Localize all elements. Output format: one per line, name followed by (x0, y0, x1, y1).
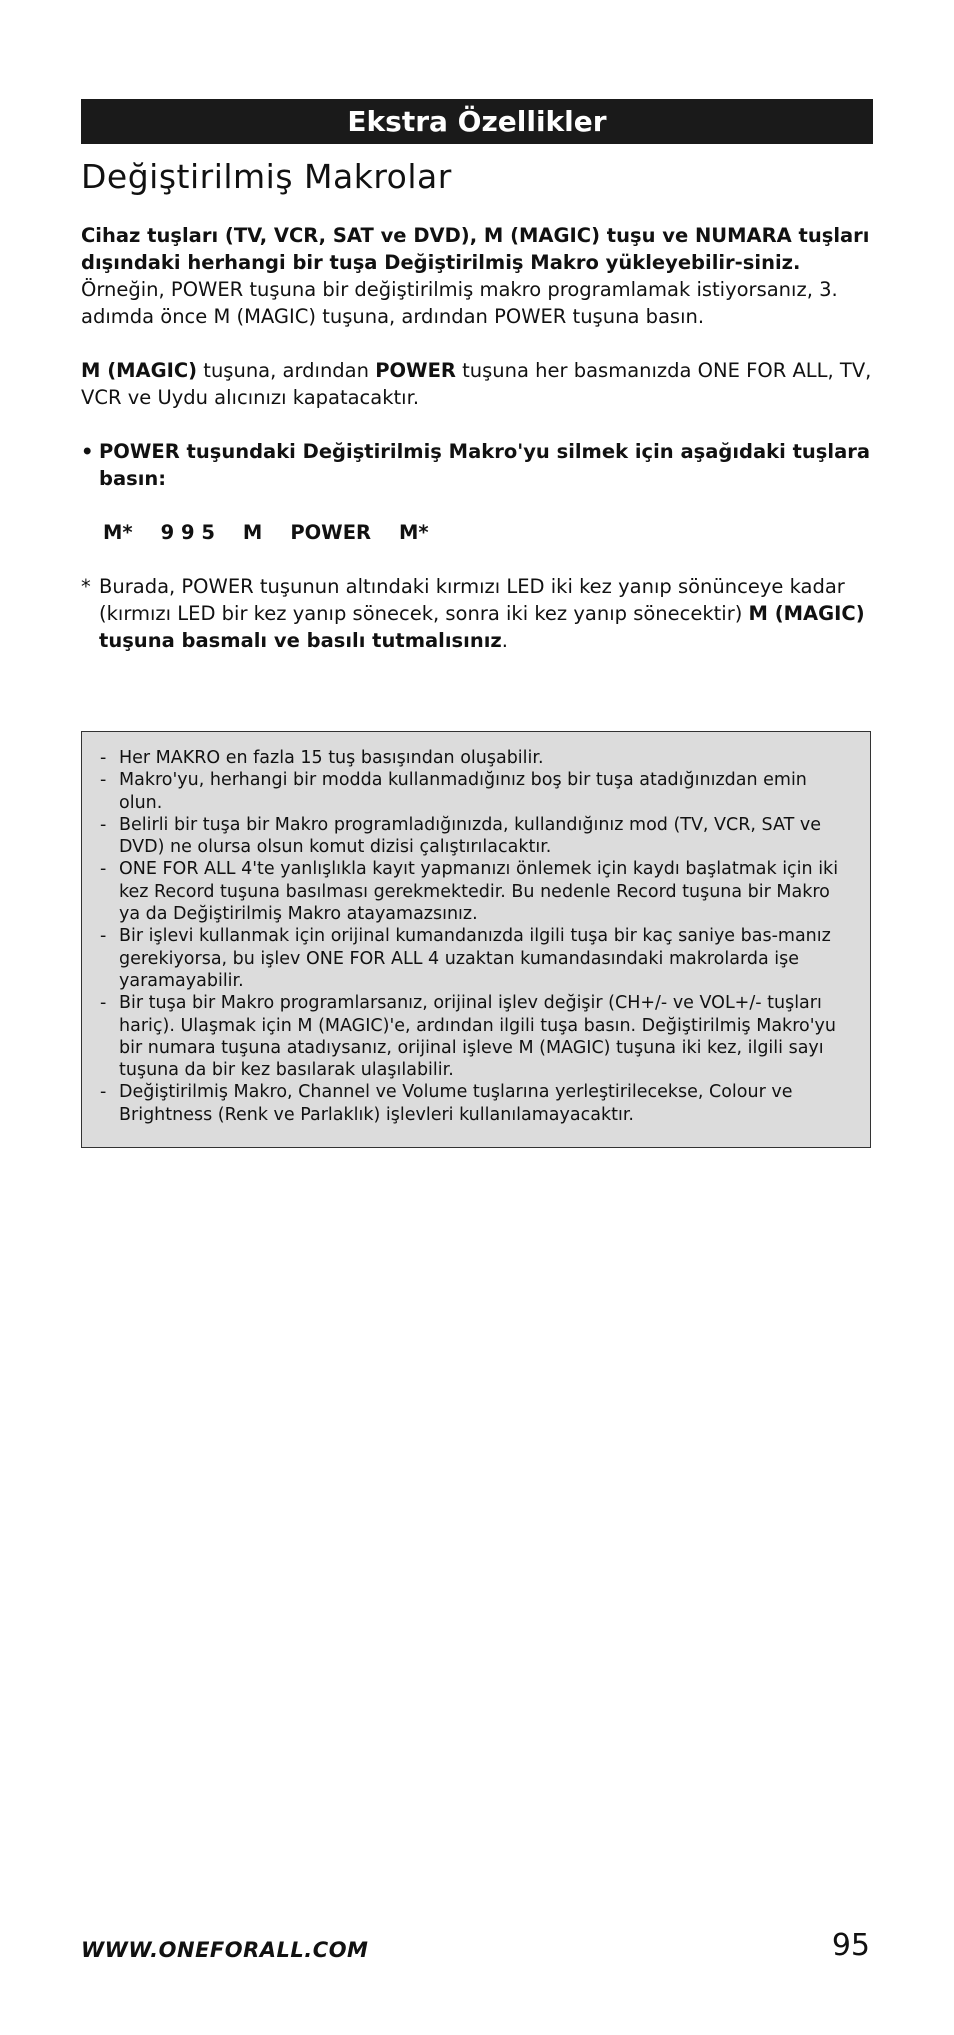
footnote-body: Burada, POWER tuşunun altındaki kırmızı LED iki kez yanıp sönünceye kadar (kırmızı LED bir kez yanıp sönecek, sonra iki kez yanıp sönecektir) (99, 575, 845, 625)
note-dash: - (100, 814, 107, 835)
note-item (100, 747, 852, 769)
note-item (100, 769, 852, 814)
sequence-key: M* (399, 521, 429, 544)
sequence-key: M* (103, 521, 133, 544)
footnote (81, 573, 881, 654)
note-dash: - (100, 926, 107, 947)
main-content (81, 222, 881, 654)
notes-box (81, 731, 871, 1148)
magic-text-1: tuşuna, ardından (197, 359, 376, 382)
footnote-end: . (501, 629, 508, 652)
note-item (100, 992, 852, 1081)
note-item (100, 925, 852, 992)
note-dash: - (100, 748, 107, 768)
key-sequence (81, 519, 881, 546)
note-dash: - (100, 993, 107, 1014)
note-item (100, 1081, 852, 1126)
page-number: 95 (831, 1928, 870, 1963)
page-title: Değiştirilmiş Makrolar (81, 157, 452, 196)
note-text: Bir tuşa bir Makro programlarsanız, orijinal işlev değişir (CH+/- ve VOL+/- tuşları hariç). Ulaşmak için M (MAGIC)'e, ardından ilgili tuşa basın. Değiştirilmiş Makro'yu bir numara tuşuna atadıysanız, orijinal işleve M (MAGIC) tuşuna iki kez, ilgili sayı tuşuna da bir kez basılarak ulaşılabilir. (119, 993, 836, 1081)
bullet-text: POWER tuşundaki Değiştirilmiş Makro'yu silmek için aşağıdaki tuşlara basın: (99, 440, 871, 490)
footnote-text (99, 573, 881, 654)
example-paragraph: Örneğin, POWER tuşuna bir değiştirilmiş makro programlamak istiyorsanız, 3. adımda önce M (MAGIC) tuşuna, ardından POWER tuşuna basın. (81, 278, 838, 328)
note-dash: - (100, 1082, 107, 1103)
note-dash: - (100, 770, 107, 791)
power-key-label: POWER (375, 359, 456, 382)
magic-key-label: M (MAGIC) (81, 359, 198, 382)
footnote-bold: M (MAGIC) tuşuna basmalı ve basılı tutmalısınız (99, 602, 865, 652)
note-text: Makro'yu, herhangi bir modda kullanmadığınız boş bir tuşa atadığınızdan emin olun. (119, 770, 807, 813)
note-text: Belirli bir tuşa bir Makro programladığınızda, kullandığınız mod (TV, VCR, SAT ve DVD) ne olursa olsun komut dizisi çalıştırılacaktır. (119, 814, 821, 858)
note-text: Değiştirilmiş Makro, Channel ve Volume tuşlarına yerleştirilecekse, Colour ve Brightness (Renk ve Parlaklık) işlevleri kullanılamayacaktır. (119, 1082, 793, 1125)
note-text: Her MAKRO en fazla 15 tuş basışından oluşabilir. (119, 748, 544, 768)
note-dash: - (100, 859, 107, 880)
magic-paragraph (81, 357, 881, 411)
footnote-mark: * (81, 575, 91, 598)
note-text: ONE FOR ALL 4'te yanlışlıkla kayıt yapmanızı önlemek için kaydı başlatmak için iki kez Record tuşuna basılması gerekmektedir. Bu nedenle Record tuşuna bir Makro ya da Değiştirilmiş Makro atayamazsınız. (119, 859, 839, 925)
note-item (100, 814, 852, 859)
sequence-key: M (242, 521, 263, 544)
magic-text-2: tuşuna her basmanızda ONE FOR ALL, TV, VCR ve Uydu alıcınızı kapatacaktır. (81, 359, 872, 409)
delete-instruction (81, 438, 881, 492)
bullet-mark: • (81, 440, 94, 463)
note-item (100, 858, 852, 925)
section-banner: Ekstra Özellikler (81, 99, 873, 144)
intro-paragraph: Cihaz tuşları (TV, VCR, SAT ve DVD), M (MAGIC) tuşu ve NUMARA tuşları dışındaki herhangi bir tuşa Değiştirilmiş Makro yükleyebilir-siniz. (81, 224, 870, 274)
sequence-key: 9 9 5 (160, 521, 215, 544)
note-text: Bir işlevi kullanmak için orijinal kumandanızda ilgili tuşa bir kaç saniye bas-manız gerekiyorsa, bu işlev ONE FOR ALL 4 uzaktan kumandasındaki makrolarda işe yaramayabilir. (119, 926, 831, 991)
sequence-key: POWER (290, 521, 372, 544)
website-url: WWW.ONEFORALL.COM (81, 1938, 369, 1962)
